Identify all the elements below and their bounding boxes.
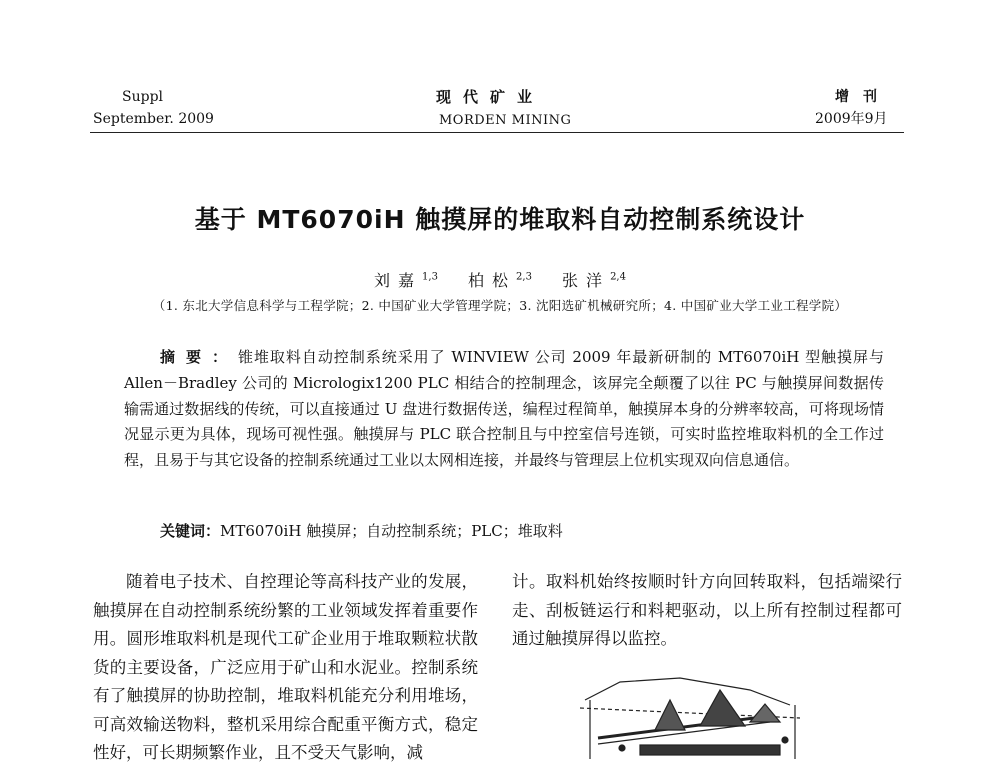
abstract xyxy=(124,345,884,474)
journal-suppl-label-cn: 增刊 xyxy=(835,89,891,105)
header-rule xyxy=(90,132,904,133)
author xyxy=(468,268,532,291)
abstract-text: 锥堆取料自动控制系统采用了 WINVIEW 公司 2009 年最新研制的 MT6070iH 型触摸屏与 Allen－Bradley 公司的 Micrologix1200 PLC 相结合的控制理念，该屏完全颠覆了以往 PC 与触摸屏间数据传输需通过数据线的传统，可以直接通过 U 盘进行数据传送，编程过程简单，触摸屏本身的分辨率较高，可将现场情况显示更为具体，现场可视性强。触摸屏与 PLC 联合控制且与中控室信号连锁，可实时监控堆取料机的全工作过程，且易于与其它设备的控制系统通过工业以太网相连接，并最终与管理层上位机实现双向信息通信。 xyxy=(124,348,884,470)
author-name: 柏松 xyxy=(468,271,517,290)
body-right-column: 计。取料机始终按顺时针方向回转取料，包括端梁行走、刮板链运行和料耙驱动，以上所有控制过程都可通过触摸屏得以监控。 xyxy=(512,572,902,648)
figure-linework xyxy=(580,678,800,759)
body-left-column: 随着电子技术、自控理论等高科技产业的发展，触摸屏在自动控制系统纷繁的工业领域发挥着重要作用。圆形堆取料机是现代工矿企业用于堆取颗粒状散货的主要设备，广泛应用于矿山和水泥业。控制系统有了触摸屏的协助控制，堆取料机能充分利用堆场，可高效输送物料，整机采用综合配重平衡方式，稳定性好，可长期频繁作业，且不受天气影响，减 xyxy=(93,572,478,762)
keywords xyxy=(160,520,563,541)
author xyxy=(374,268,438,291)
author-affil-marker: 2,3 xyxy=(516,271,532,283)
affiliations: （1. 东北大学信息科学与工程学院；2. 中国矿业大学管理学院；3. 沈阳选矿机械研究所；4. 中国矿业大学工业工程学院） xyxy=(152,298,848,313)
journal-suppl-label: Suppl xyxy=(122,89,164,105)
author-name: 刘嘉 xyxy=(374,271,423,290)
author-affil-marker: 2,4 xyxy=(610,271,626,283)
journal-name-cn: 现代矿业 xyxy=(436,88,545,106)
paper-title: 基于 MT6070iH 触摸屏的堆取料自动控制系统设计 xyxy=(194,205,806,234)
journal-name-en: MORDEN MINING xyxy=(439,113,572,128)
author-affil-marker: 1,3 xyxy=(422,271,438,283)
keywords-text: MT6070iH 触摸屏；自动控制系统；PLC；堆取料 xyxy=(220,522,563,540)
author-name: 张洋 xyxy=(562,271,611,290)
author-list xyxy=(0,268,1000,291)
stacker-reclaimer-figure xyxy=(560,660,820,759)
journal-date-en: September. 2009 xyxy=(93,111,214,127)
author xyxy=(562,268,626,291)
abstract-label: 摘要： xyxy=(160,348,238,366)
keywords-label: 关键词： xyxy=(160,522,221,540)
journal-date-cn: 2009年9月 xyxy=(815,111,888,127)
